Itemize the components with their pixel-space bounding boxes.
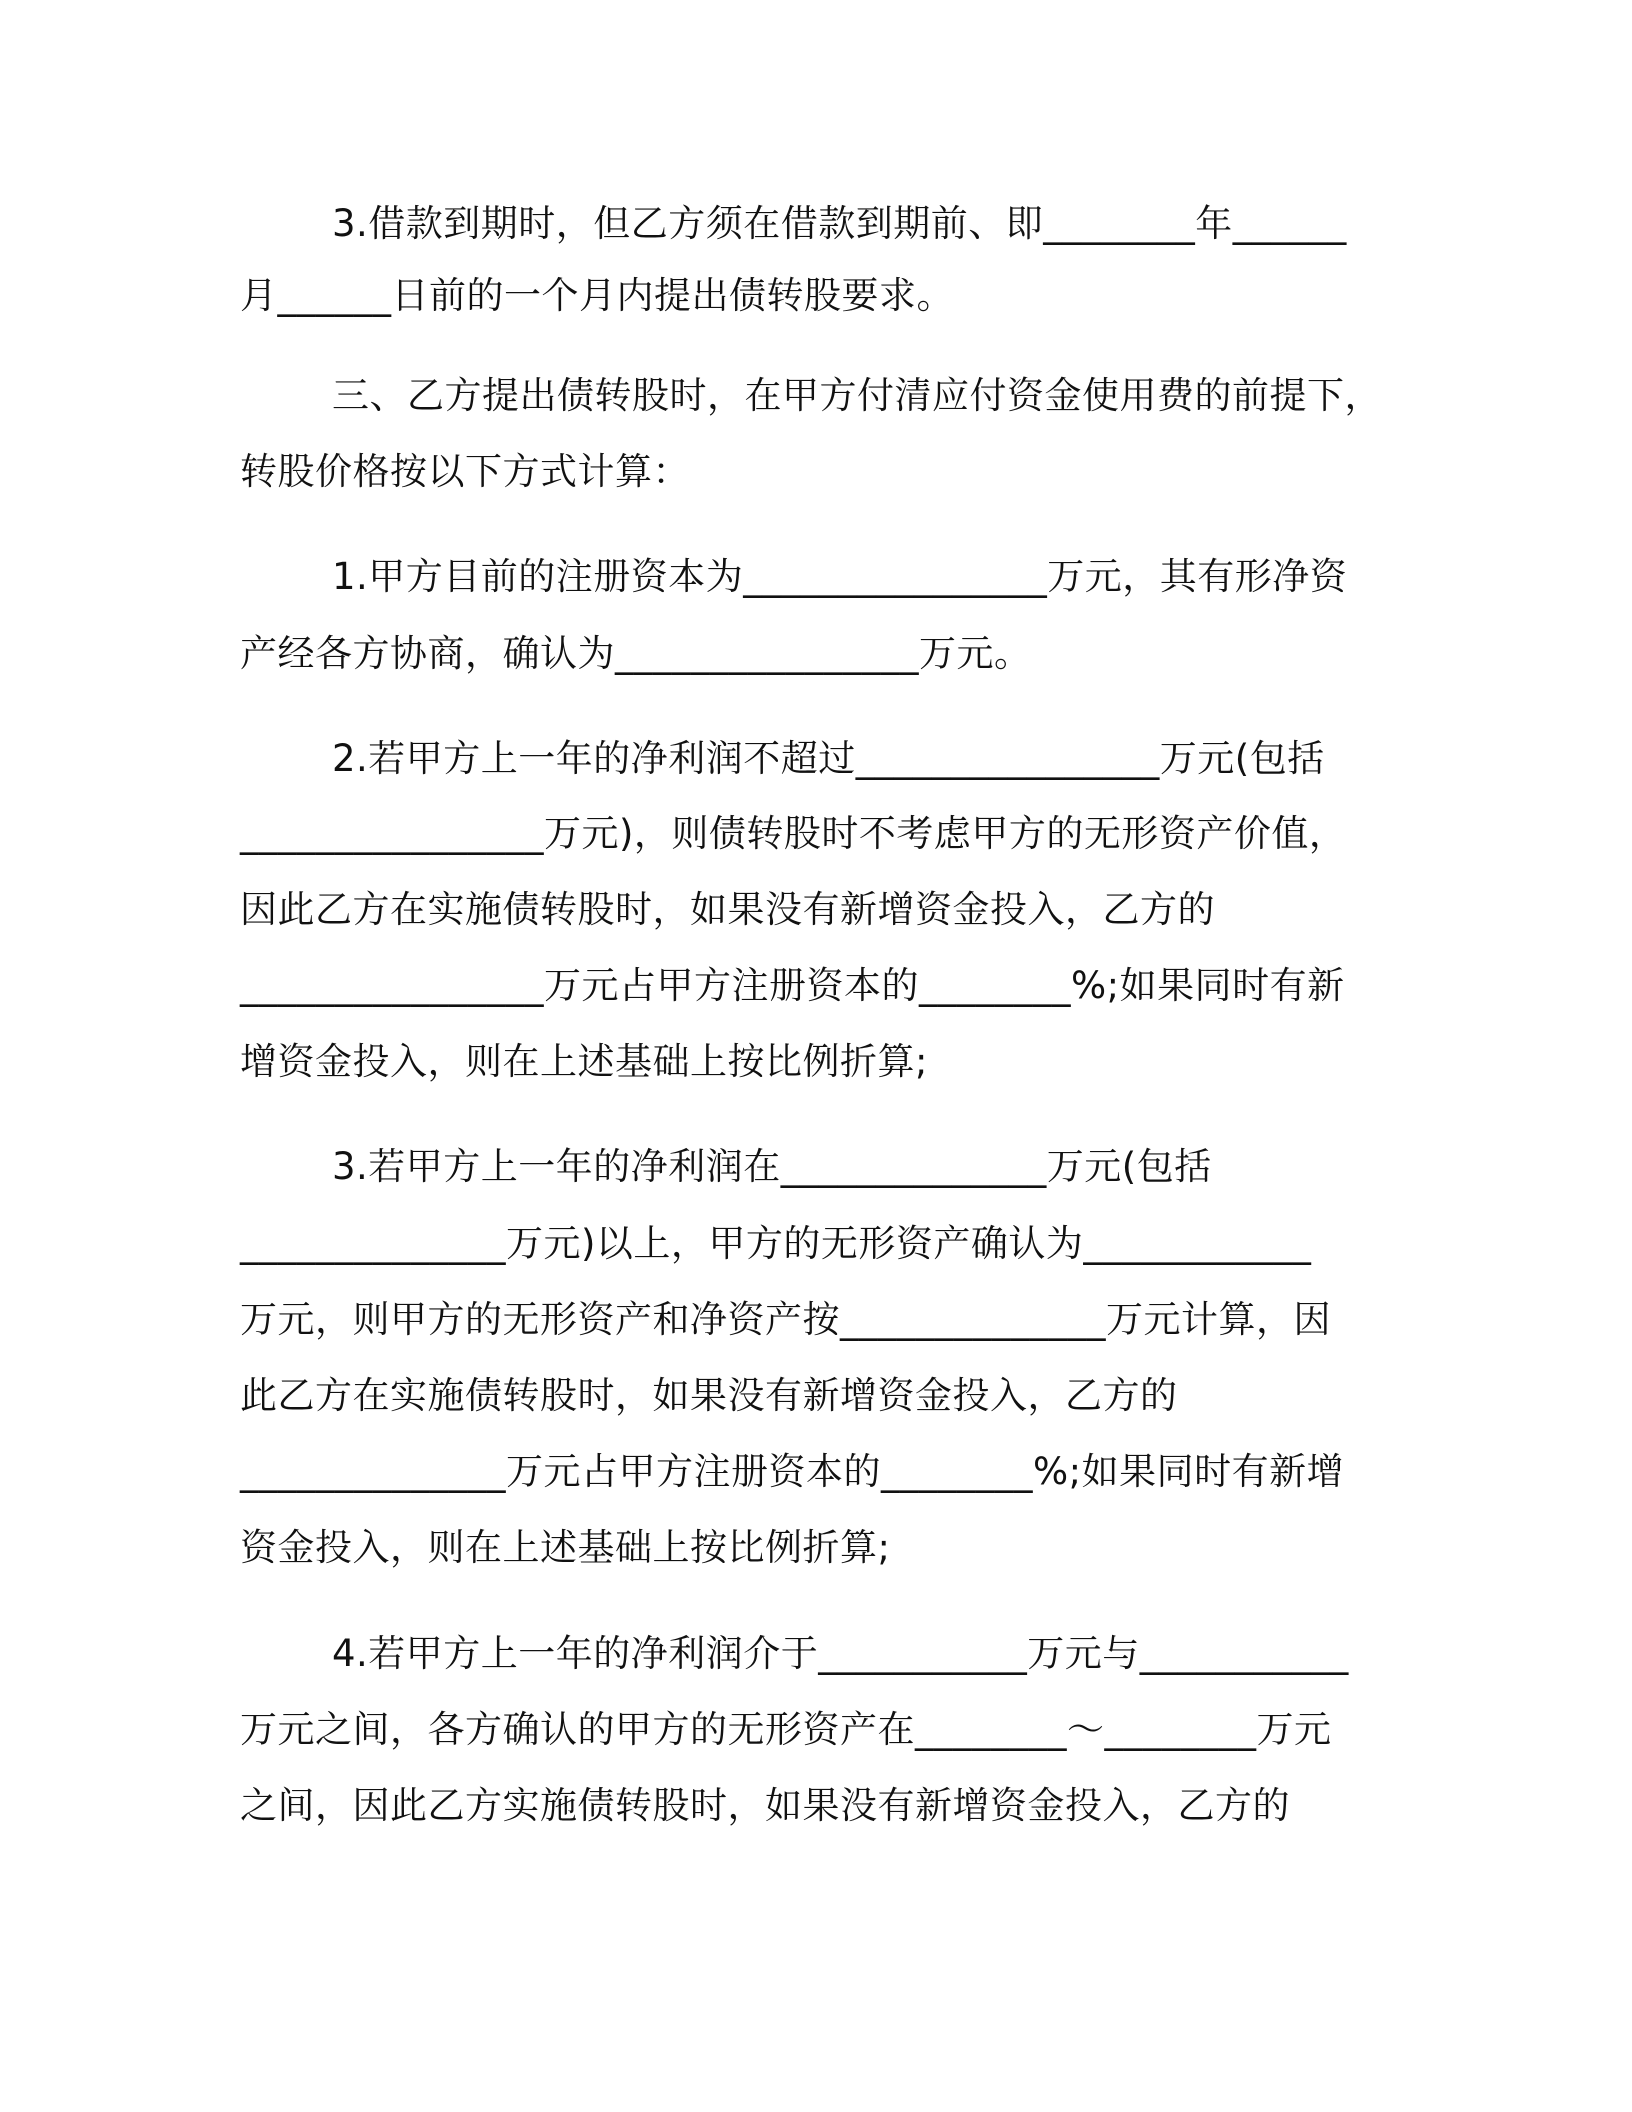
item-3-line-1: 3.若甲方上一年的净利润在______________万元(包括 (332, 1145, 1212, 1188)
item-2-line-5: 增资金投入，则在上述基础上按比例折算; (240, 1040, 928, 1083)
item-2-line-1: 2.若甲方上一年的净利润不超过________________万元(包括 (332, 737, 1325, 780)
item-3-line-5: ______________万元占甲方注册资本的________%;如果同时有新增 (240, 1450, 1345, 1493)
section-3-line-2: 转股价格按以下方式计算： (240, 450, 690, 493)
item-3-line-6: 资金投入，则在上述基础上按比例折算; (240, 1526, 891, 1569)
section-3-line-1: 三、乙方提出债转股时，在甲方付清应付资金使用费的前提下， (332, 374, 1382, 417)
item-2-line-3: 因此乙方在实施债转股时，如果没有新增资金投入，乙方的 (240, 888, 1215, 931)
item-1-line-1: 1.甲方目前的注册资本为________________万元，其有形净资 (332, 555, 1348, 598)
item-3-line-4: 此乙方在实施债转股时，如果没有新增资金投入，乙方的 (240, 1374, 1178, 1417)
item-4-line-2: 万元之间，各方确认的甲方的无形资产在________～________万元 (240, 1708, 1332, 1751)
item-2-line-4: ________________万元占甲方注册资本的________%;如果同时有新 (240, 964, 1345, 1007)
item-4-line-1: 4.若甲方上一年的净利润介于___________万元与___________ (332, 1632, 1349, 1675)
clause-3-line-2: 月______日前的一个月内提出债转股要求。 (240, 274, 954, 317)
item-3-line-3: 万元，则甲方的无形资产和净资产按______________万元计算，因 (240, 1298, 1331, 1341)
item-1-line-2: 产经各方协商，确认为________________万元。 (240, 632, 1032, 675)
clause-3-line-1: 3.借款到期时，但乙方须在借款到期前、即________年______ (332, 202, 1347, 245)
item-4-line-3: 之间，因此乙方实施债转股时，如果没有新增资金投入，乙方的 (240, 1784, 1290, 1827)
item-3-line-2: ______________万元)以上，甲方的无形资产确认为____________ (240, 1222, 1312, 1265)
item-2-line-2: ________________万元)，则债转股时不考虑甲方的无形资产价值， (240, 812, 1347, 855)
